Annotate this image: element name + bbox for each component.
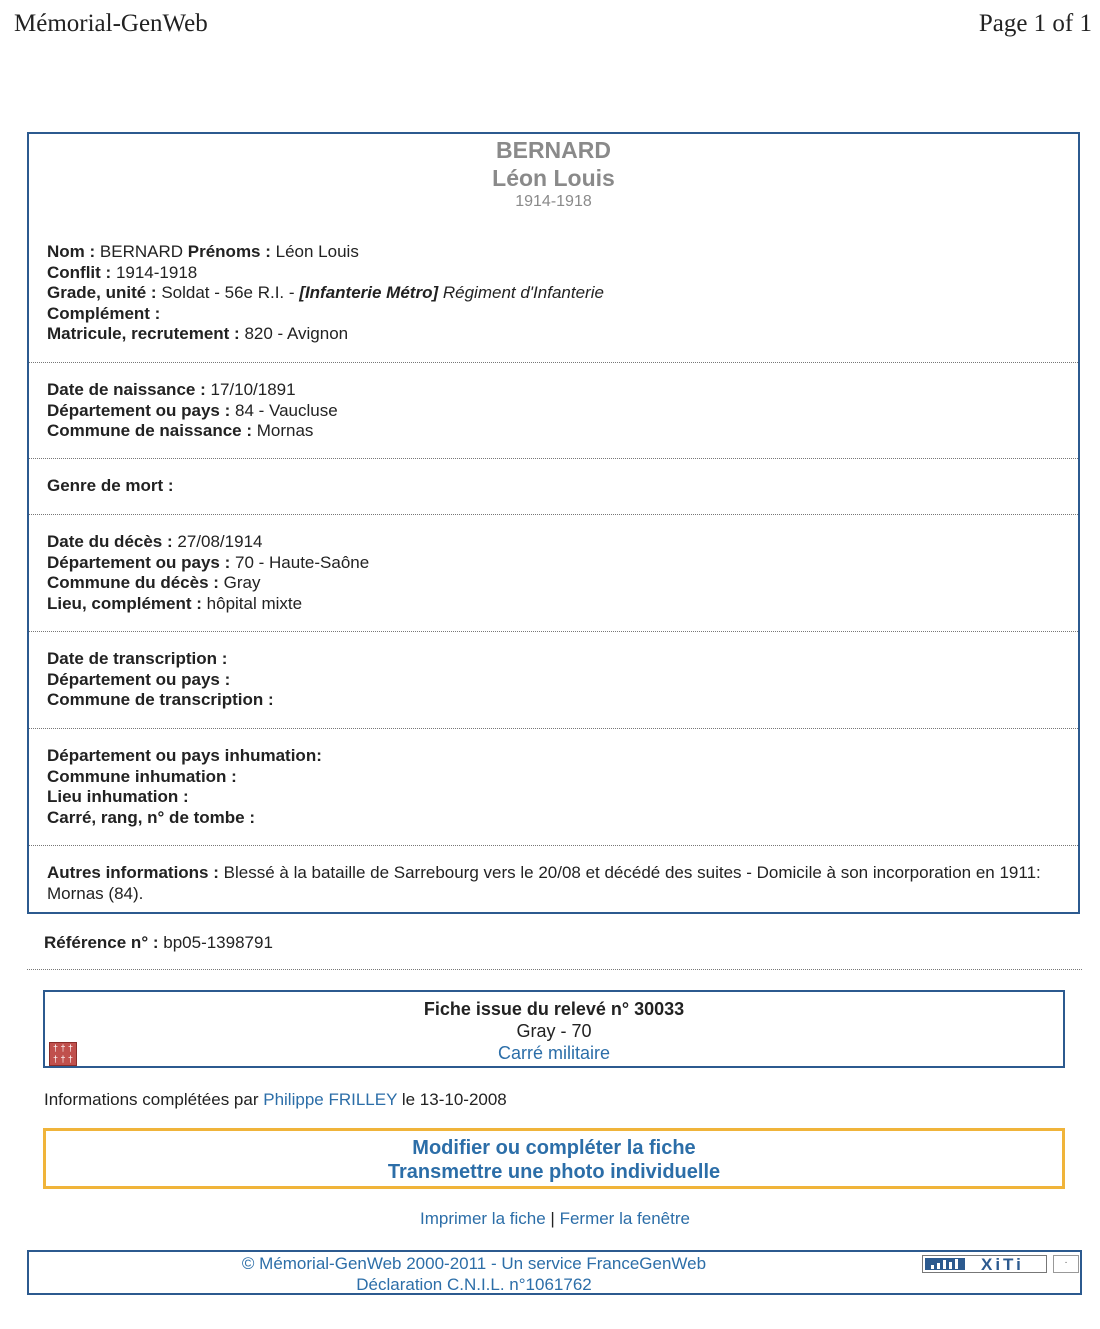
birth-dept-label: Département ou pays : [47, 400, 231, 420]
burial-grave-label: Carré, rang, n° de tombe : [47, 807, 256, 827]
soldier-record-card [27, 132, 1080, 914]
transcription-commune-label: Commune de transcription : [47, 690, 274, 710]
transcription-commune-line [47, 690, 1060, 711]
death-dept-label: Département ou pays : [47, 552, 231, 572]
transcription-dept-line [47, 670, 1060, 691]
burial-place-label: Lieu inhumation : [47, 787, 189, 807]
burial-section [29, 729, 1078, 846]
person-period: 1914-1918 [515, 193, 592, 210]
footer [27, 1250, 1082, 1295]
prenoms-value: Léon Louis [275, 242, 359, 261]
person-surname: BERNARD [496, 137, 611, 163]
source-record-box [43, 990, 1065, 1068]
other-info-section [29, 846, 1078, 904]
burial-grave-line [47, 808, 1060, 829]
transcription-dept-label: Département ou pays : [47, 669, 231, 689]
burial-place-line [47, 787, 1060, 808]
source-record-place: Gray - 70 [516, 1021, 592, 1041]
xiti-small-box: · [1053, 1255, 1079, 1273]
complement-line [47, 304, 1060, 325]
transcription-date-line [47, 649, 1060, 670]
death-dept-line [47, 553, 1060, 574]
birth-section [29, 363, 1078, 459]
reference-line [44, 933, 273, 953]
nom-label: Nom : [47, 242, 96, 261]
identity-section [29, 212, 1078, 363]
link-separator: | [550, 1209, 555, 1228]
person-given-names: Léon Louis [492, 165, 615, 191]
footer-copyright[interactable]: © Mémorial-GenWeb 2000-2011 - Un service FranceGenWeb [241, 1254, 707, 1273]
death-type-line [47, 476, 1060, 497]
transcription-date-label: Date de transcription : [47, 649, 228, 668]
edit-actions-box [43, 1128, 1065, 1189]
completed-date: le 13-10-2008 [401, 1090, 507, 1109]
transcription-section [29, 632, 1078, 729]
reference-value: bp05-1398791 [163, 933, 273, 952]
footer-text [29, 1253, 919, 1295]
death-commune-value: Gray [223, 573, 261, 593]
close-window-link[interactable]: Fermer la fenêtre [559, 1209, 690, 1228]
death-type-label: Genre de mort : [47, 476, 174, 495]
conflit-value: 1914-1918 [115, 262, 198, 282]
military-graves-icon[interactable]: † † † † † † [49, 1042, 77, 1066]
death-section [29, 515, 1078, 632]
grade-unit-type: [Infanterie Métro] [299, 283, 439, 303]
reference-divider [27, 969, 1082, 970]
xiti-badge[interactable] [922, 1255, 1047, 1273]
birth-commune-value: Mornas [256, 421, 314, 441]
birth-date-value: 17/10/1891 [210, 380, 296, 399]
death-date-value: 27/08/1914 [177, 532, 263, 551]
birth-date-label: Date de naissance : [47, 380, 206, 399]
completed-by-line [44, 1090, 507, 1110]
grade-value: Soldat - 56e R.I. - [161, 283, 295, 303]
prenoms-label: Prénoms : [187, 242, 271, 261]
birth-dept-line [47, 401, 1060, 422]
death-date-label: Date du décès : [47, 532, 173, 551]
completed-prefix: Informations complétées par [44, 1090, 259, 1109]
matricule-value: 820 - Avignon [244, 324, 349, 344]
burial-dept-label: Département ou pays inhumation: [47, 746, 322, 765]
xiti-bars-icon [925, 1258, 965, 1270]
death-place-value: hôpital mixte [206, 593, 303, 613]
name-line [47, 242, 1060, 263]
death-type-section [29, 459, 1078, 515]
complement-label: Complément : [47, 303, 161, 323]
conflit-label: Conflit : [47, 262, 112, 282]
print-page-number: Page 1 of 1 [978, 10, 1092, 37]
print-site-title: Mémorial-GenWeb [14, 10, 208, 37]
modify-record-link[interactable]: Modifier ou compléter la fiche [412, 1137, 696, 1159]
birth-dept-value: 84 - Vaucluse [235, 400, 338, 420]
burial-commune-line [47, 767, 1060, 788]
other-info-value: Blessé à la bataille de Sarrebourg vers le 20/08 et décédé des suites - Domicile à son incorporation en 1911: Mornas (84). [47, 863, 1041, 903]
grade-line [47, 283, 1060, 304]
death-place-label: Lieu, complément : [47, 593, 202, 613]
other-info-label: Autres informations : [47, 863, 219, 882]
completed-author-link[interactable]: Philippe FRILLEY [263, 1090, 398, 1109]
reference-label: Référence n° : [44, 933, 159, 952]
xiti-label: XiTi [981, 1255, 1024, 1274]
print-header [14, 10, 1092, 44]
source-record-link[interactable]: Carré militaire [497, 1043, 611, 1063]
death-date-line [47, 532, 1060, 553]
other-info-line [47, 863, 1048, 904]
print-record-link[interactable]: Imprimer la fiche [420, 1209, 546, 1228]
birth-commune-line [47, 421, 1060, 442]
conflict-line [47, 263, 1060, 284]
birth-commune-label: Commune de naissance : [47, 421, 253, 441]
death-dept-value: 70 - Haute-Saône [235, 552, 370, 572]
burial-commune-label: Commune inhumation : [47, 766, 237, 786]
source-record-title: Fiche issue du relevé n° 30033 [423, 999, 685, 1019]
footer-cnil: Déclaration C.N.I.L. n°1061762 [356, 1275, 592, 1294]
matricule-line [47, 324, 1060, 345]
grade-label: Grade, unité : [47, 283, 157, 303]
record-title [29, 134, 1078, 212]
death-commune-line [47, 573, 1060, 594]
birth-date-line [47, 380, 1060, 401]
death-commune-label: Commune du décès : [47, 573, 219, 593]
grade-unit-name: Régiment d'Infanterie [442, 283, 604, 303]
send-photo-link[interactable]: Transmettre une photo individuelle [387, 1161, 721, 1183]
print-links [0, 1209, 1100, 1229]
burial-dept-line [47, 746, 1060, 767]
death-place-line [47, 594, 1060, 615]
nom-value: BERNARD [99, 242, 184, 261]
matricule-label: Matricule, recrutement : [47, 324, 240, 344]
